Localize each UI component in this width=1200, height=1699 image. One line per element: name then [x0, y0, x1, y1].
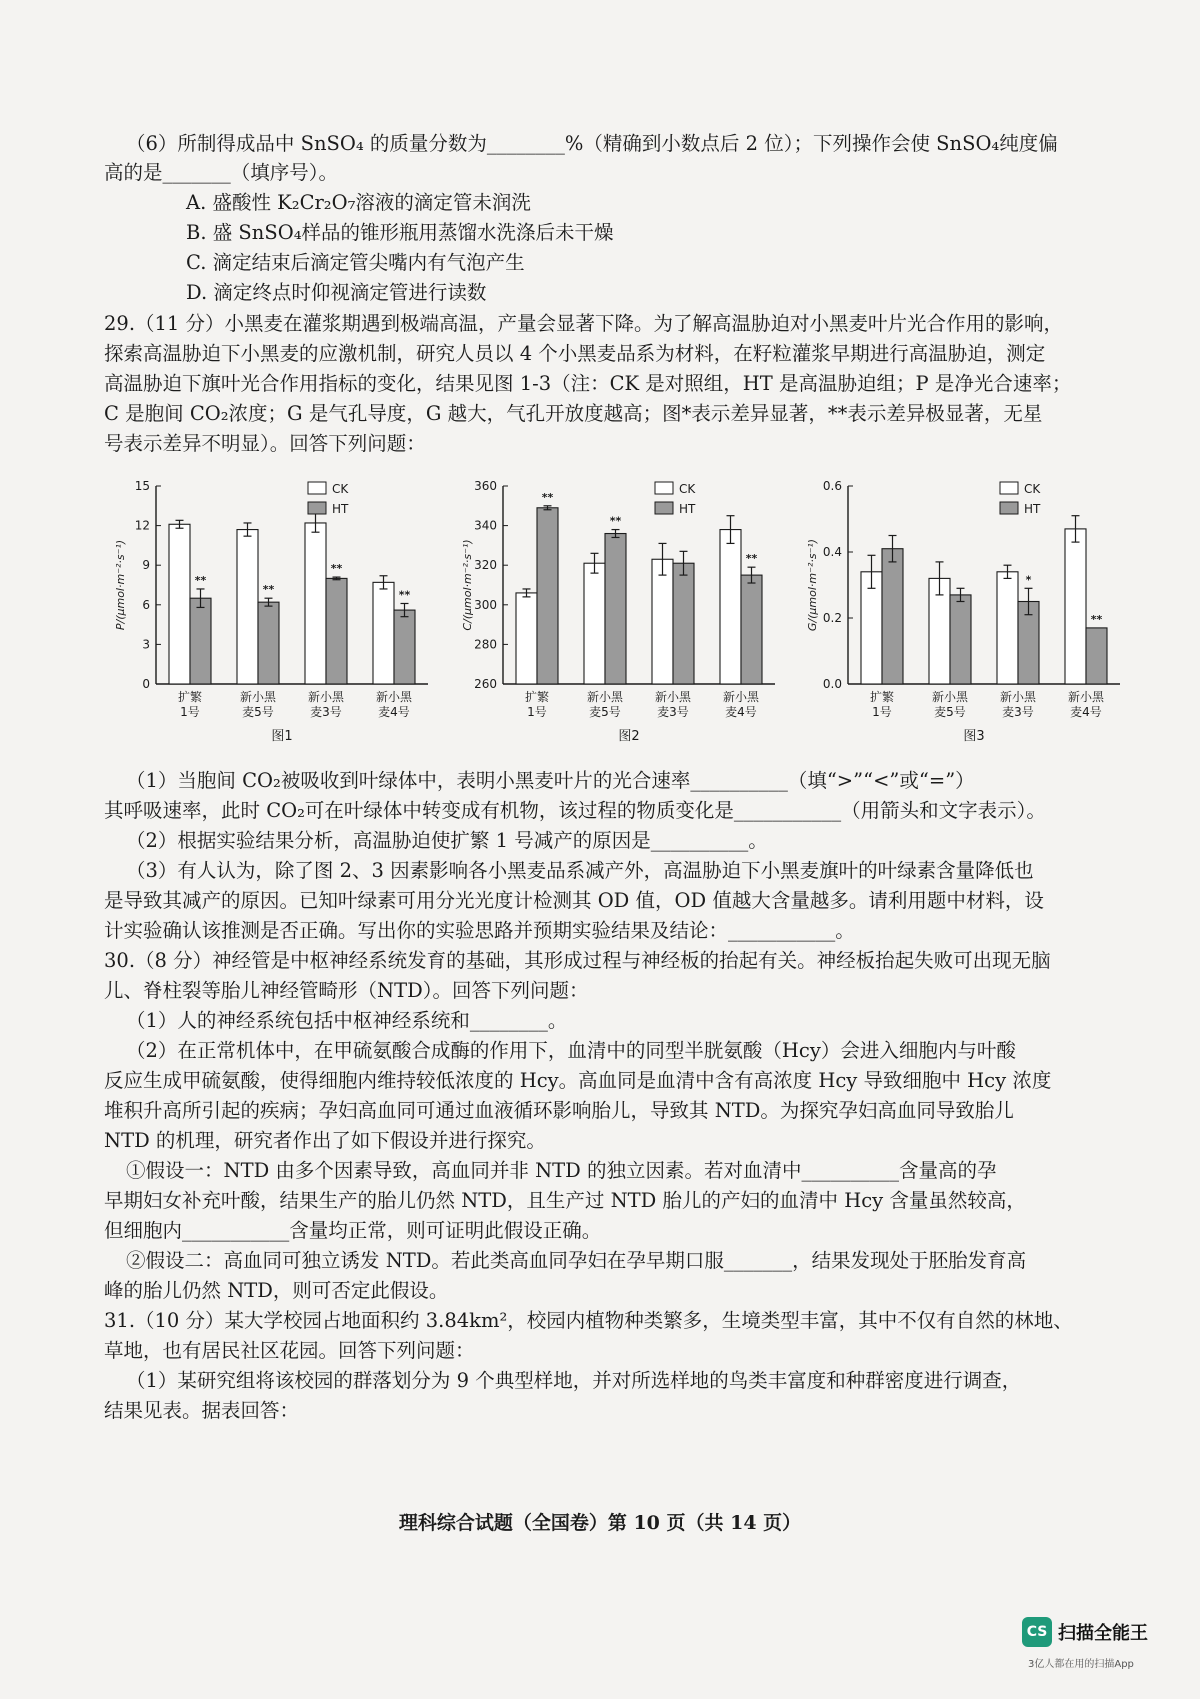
y-tick-label: 12: [134, 518, 150, 533]
significance-mark: *: [1025, 573, 1032, 587]
question-31-stem: 31.（10 分）某大学校园占地面积约 3.84km²，校园内植物种类繁多，生境类型丰富，其中不仅有自然的林地、: [104, 1309, 1073, 1332]
x-tick-label: 1号: [872, 705, 892, 719]
camscanner-icon: CS: [1022, 1617, 1052, 1647]
ht-bar: [190, 598, 211, 684]
ck-bar: [1065, 529, 1086, 684]
figure-2-chart: [455, 476, 795, 776]
hypothesis-1-cont: 早期妇女补充叶酸，结果生产的胎儿仍然 NTD，且生产过 NTD 胎儿的产妇的血清中 Hcy 含量虽然较高，: [104, 1189, 1026, 1212]
option-d: D. 滴定终点时仰视滴定管进行读数: [186, 281, 487, 304]
legend-label-ht: HT: [679, 502, 696, 516]
x-tick-label: 麦4号: [378, 705, 410, 719]
ht-bar: [258, 602, 279, 684]
question-29-part3: （3）有人认为，除了图 2、3 因素影响各小黑麦品系减产外，高温胁迫下小黑麦旗叶的叶绿素含量降低也: [126, 859, 1034, 882]
question-28-part6-cont: 高的是_______（填序号）。: [104, 161, 339, 184]
ck-bar: [720, 530, 741, 684]
question-28-part6: （6）所制得成品中 SnSO₄ 的质量分数为________%（精确到小数点后 2 位）；下列操作会使 SnSO₄纯度偏: [126, 132, 1058, 155]
y-tick-label: 9: [142, 558, 150, 573]
y-tick-label: 340: [474, 518, 497, 533]
significance-mark: **: [541, 490, 554, 504]
x-tick-label: 新小黑: [239, 690, 277, 704]
hypothesis-2-cont: 峰的胎儿仍然 NTD，则可否定此假设。: [104, 1279, 449, 1302]
hypothesis-2: ②假设二：高血同可独立诱发 NTD。若此类高血同孕妇在孕早期口服_______，结果发现处于胚胎发育高: [126, 1249, 1027, 1272]
ht-bar: [950, 595, 971, 684]
question-29-part2: （2）根据实验结果分析，高温胁迫使扩繁 1 号减产的原因是__________。: [126, 829, 768, 852]
ht-bar: [1086, 628, 1107, 684]
legend-swatch-ck: [308, 482, 326, 494]
question-29-part1-cont: 其呼吸速率，此时 CO₂可在叶绿体中转变成有机物，该过程的物质变化是___________（用箭头和文字表示）。: [104, 799, 1046, 822]
legend-swatch-ht: [1000, 502, 1018, 514]
ck-bar: [305, 523, 326, 684]
ht-bar: [882, 549, 903, 684]
page-footer: 理科综合试题（全国卷）第 10 页（共 14 页）: [398, 1512, 802, 1534]
question-29-stem: 29.（11 分）小黑麦在灌浆期遇到极端高温，产量会显著下降。为了解高温胁迫对小黑麦叶片光合作用的影响，: [104, 312, 1064, 335]
x-tick-label: 1号: [180, 705, 200, 719]
x-tick-label: 新小黑: [1067, 690, 1105, 704]
x-tick-label: 扩繁: [524, 690, 550, 704]
y-tick-label: 320: [474, 558, 497, 573]
question-30-part2-cont: NTD 的机理，研究者作出了如下假设并进行探究。: [104, 1129, 546, 1152]
figure-caption: 图3: [963, 729, 985, 744]
x-tick-label: 麦4号: [1070, 705, 1102, 719]
question-29-stem: 号表示差异不明显）。回答下列问题：: [104, 432, 426, 455]
question-30-part2: （2）在正常机体中，在甲硫氨酸合成酶的作用下，血清中的同型半胱氨酸（Hcy）会进入细胞内与叶酸: [126, 1039, 1016, 1062]
figure-3: [800, 476, 1140, 780]
question-30-part1: （1）人的神经系统包括中枢神经系统和________。: [126, 1009, 568, 1032]
significance-mark: **: [1090, 612, 1103, 626]
y-tick-label: 0.6: [822, 479, 842, 493]
x-tick-label: 新小黑: [307, 690, 345, 704]
x-tick-label: 扩繁: [177, 690, 203, 704]
ck-bar: [373, 582, 394, 684]
ck-bar: [516, 593, 537, 684]
question-30-part2-cont: 堆积升高所引起的疾病；孕妇高血同可通过血液循环影响胎儿，导致其 NTD。为探究孕妇高血同导致胎儿: [104, 1099, 1014, 1122]
figure-caption: 图2: [618, 729, 640, 744]
x-tick-label: 新小黑: [931, 690, 969, 704]
ht-bar: [673, 563, 694, 684]
option-c: C. 滴定结束后滴定管尖嘴内有气泡产生: [186, 251, 525, 274]
question-31-part1-cont: 结果见表。据表回答：: [104, 1399, 300, 1422]
hypothesis-1-cont: 但细胞内___________含量均正常，则可证明此假设正确。: [104, 1219, 602, 1242]
y-tick-label: 0.4: [822, 545, 842, 559]
question-31-part1: （1）某研究组将该校园的群落划分为 9 个典型样地，并对所选样地的鸟类丰富度和种群密度进行调查，: [126, 1369, 1022, 1392]
y-tick-label: 280: [474, 637, 497, 652]
significance-mark: **: [194, 573, 207, 587]
figure-2: [455, 476, 795, 780]
ht-bar: [326, 578, 347, 684]
legend-swatch-ht: [655, 502, 673, 514]
x-tick-label: 麦5号: [589, 705, 621, 719]
figure-1: [108, 476, 448, 780]
option-b: B. 盛 SnSO₄样品的锥形瓶用蒸馏水洗涤后未干燥: [186, 221, 614, 244]
ck-bar: [584, 563, 605, 684]
y-tick-label: 3: [142, 637, 150, 652]
y-axis-label: P/(μmol·m⁻²·s⁻¹): [114, 539, 127, 631]
y-tick-label: 360: [474, 479, 497, 493]
y-tick-label: 300: [474, 597, 497, 612]
y-tick-label: 0.2: [822, 611, 842, 625]
question-29-stem: 探索高温胁迫下小黑麦的应激机制，研究人员以 4 个小黑麦品系为材料，在籽粒灌浆早期进行高温胁迫，测定: [104, 342, 1046, 365]
y-axis-label: C/(μmol·m⁻²·s⁻¹): [461, 539, 474, 631]
ht-bar: [605, 534, 626, 684]
question-31-stem: 草地，也有居民社区花园。回答下列问题：: [104, 1339, 475, 1362]
hypothesis-1: ①假设一：NTD 由多个因素导致，高血同并非 NTD 的独立因素。若对血清中__________含量高的孕: [126, 1159, 997, 1182]
y-tick-label: 15: [134, 479, 150, 493]
question-29-part1: （1）当胞间 CO₂被吸收到叶绿体中，表明小黑麦叶片的光合速率__________（填“>”“<”或“=”）: [126, 769, 975, 792]
ht-bar: [537, 508, 558, 684]
scanner-app-name: 扫描全能王: [1058, 1623, 1148, 1644]
legend-label-ck: CK: [679, 482, 696, 496]
significance-mark: **: [398, 588, 411, 602]
figure-1-chart: [108, 476, 448, 776]
x-tick-label: 麦4号: [725, 705, 757, 719]
x-tick-label: 新小黑: [586, 690, 624, 704]
y-tick-label: 6: [142, 597, 150, 612]
ck-bar: [652, 559, 673, 684]
significance-mark: **: [330, 562, 343, 576]
significance-mark: **: [745, 552, 758, 566]
ck-bar: [997, 572, 1018, 684]
x-tick-label: 麦5号: [242, 705, 274, 719]
question-29-part3-cont: 计实验确认该推测是否正确。写出你的实验思路并预期实验结果及结论：___________。: [104, 919, 855, 942]
scanner-watermark: [1022, 1617, 1182, 1677]
option-a: A. 盛酸性 K₂Cr₂O₇溶液的滴定管未润洗: [186, 191, 531, 214]
figure-3-chart: [800, 476, 1140, 776]
ht-bar: [394, 610, 415, 684]
x-tick-label: 扩繁: [869, 690, 895, 704]
legend-label-ck: CK: [332, 482, 349, 496]
question-29-part3-cont: 是导致其减产的原因。已知叶绿素可用分光光度计检测其 OD 值，OD 值越大含量越多。请利用题中材料，设: [104, 889, 1044, 912]
x-tick-label: 麦5号: [934, 705, 966, 719]
x-tick-label: 新小黑: [722, 690, 760, 704]
x-tick-label: 麦3号: [1002, 705, 1034, 719]
x-tick-label: 麦3号: [310, 705, 342, 719]
legend-swatch-ck: [1000, 482, 1018, 494]
ht-bar: [741, 575, 762, 684]
y-tick-label: 0: [142, 677, 150, 691]
question-29-stem: 高温胁迫下旗叶光合作用指标的变化，结果见图 1-3（注：CK 是对照组，HT 是高温胁迫组；P 是净光合速率；: [104, 372, 1072, 395]
x-tick-label: 麦3号: [657, 705, 689, 719]
ck-bar: [169, 524, 190, 684]
figure-caption: 图1: [271, 729, 293, 744]
scanner-app-tagline: 3亿人都在用的扫描App: [1028, 1659, 1134, 1670]
x-tick-label: 新小黑: [654, 690, 692, 704]
legend-label-ht: HT: [1024, 502, 1041, 516]
legend-swatch-ck: [655, 482, 673, 494]
y-axis-label: G/(μmol·m⁻²·s⁻¹): [806, 538, 819, 632]
x-tick-label: 新小黑: [999, 690, 1037, 704]
significance-mark: **: [262, 583, 275, 597]
question-29-stem: C 是胞间 CO₂浓度；G 是气孔导度，G 越大，气孔开放度越高；图*表示差异显著，**表示差异极显著，无星: [104, 402, 1043, 425]
question-30-part2-cont: 反应生成甲硫氨酸，使得细胞内维持较低浓度的 Hcy。高血同是血清中含有高浓度 Hcy 导致细胞中 Hcy 浓度: [104, 1069, 1052, 1092]
legend-swatch-ht: [308, 502, 326, 514]
question-30-stem: 30.（8 分）神经管是中枢神经系统发育的基础，其形成过程与神经板的抬起有关。神经板抬起失败可出现无脑: [104, 949, 1051, 972]
ck-bar: [237, 530, 258, 684]
significance-mark: **: [609, 514, 622, 528]
y-tick-label: 260: [474, 677, 497, 691]
legend-label-ht: HT: [332, 502, 349, 516]
legend-label-ck: CK: [1024, 482, 1041, 496]
x-tick-label: 新小黑: [375, 690, 413, 704]
question-30-stem: 儿、脊柱裂等胎儿神经管畸形（NTD）。回答下列问题：: [104, 979, 589, 1002]
y-tick-label: 0.0: [822, 677, 842, 691]
x-tick-label: 1号: [527, 705, 547, 719]
